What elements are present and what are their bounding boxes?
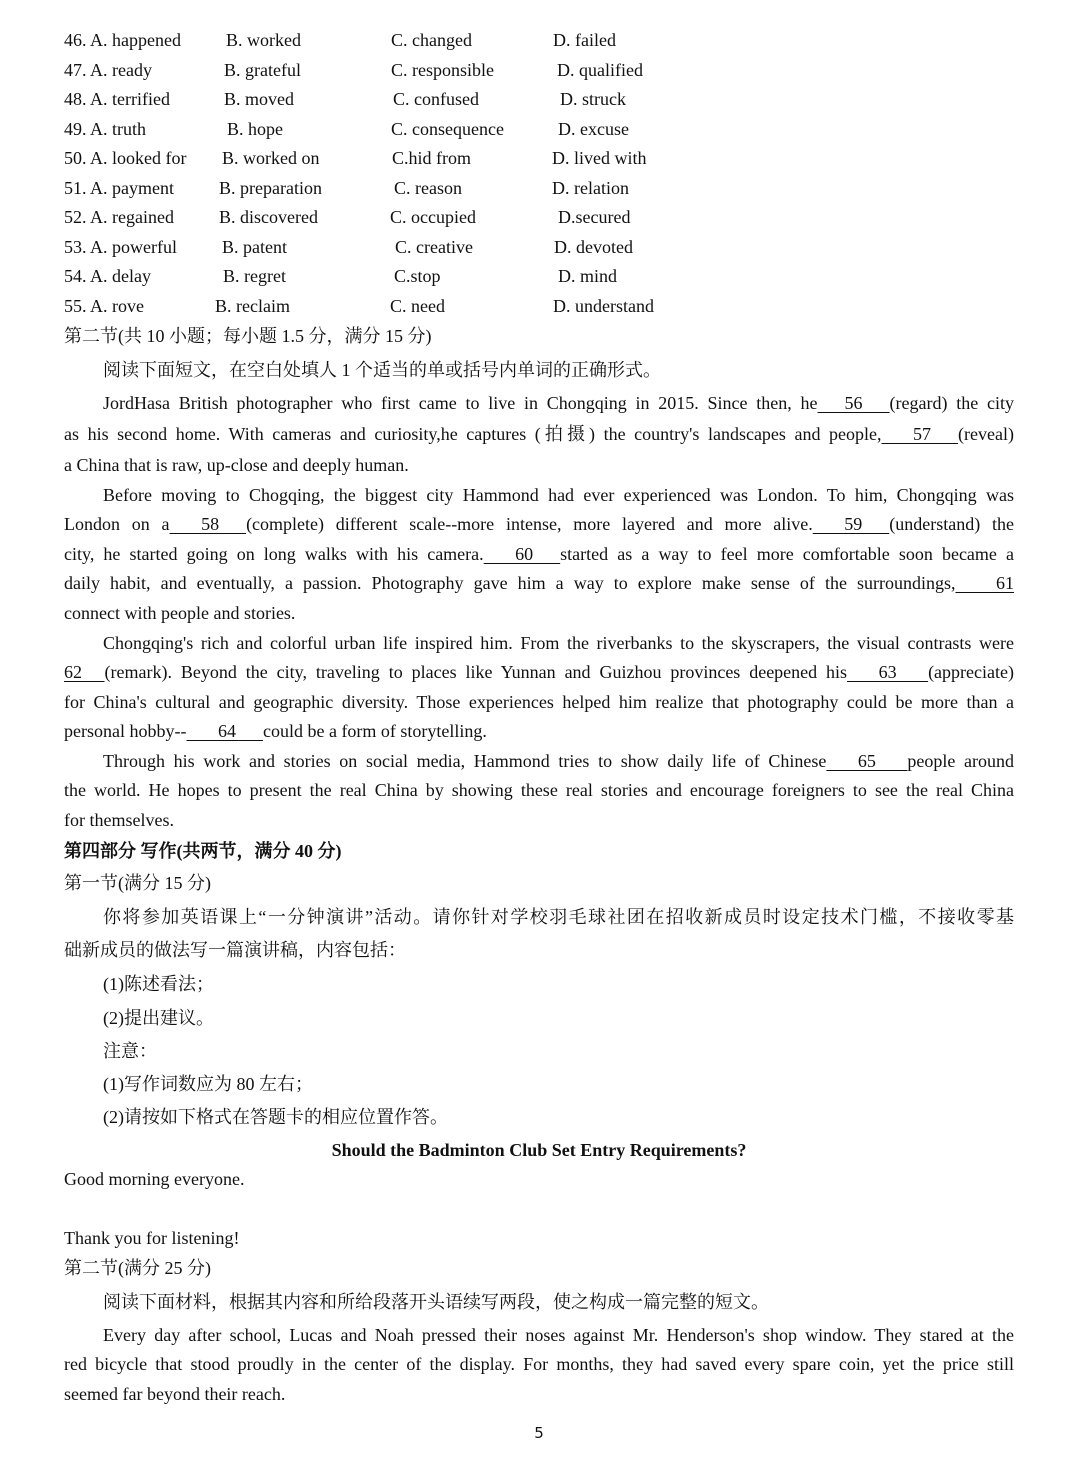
part-heading: 第四部分 写作(共两节，满分 40 分) xyxy=(64,841,342,861)
blank-57[interactable]: 57 xyxy=(881,424,959,444)
task-text: 础新成员的做法写一篇演讲稿，内容包括： xyxy=(64,940,406,960)
page-number: 5 xyxy=(534,1424,544,1442)
text: (understand) the xyxy=(889,514,1015,534)
option-b: B. hope xyxy=(227,119,283,139)
option-d: D. devoted xyxy=(554,237,633,257)
passage-line: for themselves. xyxy=(64,810,174,830)
option-a: 46. A. happened xyxy=(64,30,181,50)
note-item: (1)写作词数应为 80 左右； xyxy=(103,1074,313,1094)
option-d: D. excuse xyxy=(558,119,629,139)
option-b: B. patent xyxy=(222,237,287,257)
option-b: B. moved xyxy=(224,89,294,109)
passage-line: for China's cultural and geographic diversity. Those experiences helped him realize that photography could be more than a xyxy=(64,692,1014,712)
option-a: 53. A. powerful xyxy=(64,237,177,257)
task-text: 你将参加英语课上“一分钟演讲”活动。请你针对学校羽毛球社团在招收新成员时设定技术门槛，不接收零基 xyxy=(103,907,1014,927)
essay-title: Should the Badminton Club Set Entry Requirements? xyxy=(331,1140,747,1160)
option-b: B. preparation xyxy=(219,178,322,198)
passage-line: connect with people and stories. xyxy=(64,603,296,623)
option-c: C. occupied xyxy=(390,207,476,227)
option-d: D. mind xyxy=(558,266,618,286)
option-b: B. reclaim xyxy=(215,296,290,316)
option-a: 48. A. terrified xyxy=(64,89,170,109)
task-item: (2)提出建议。 xyxy=(103,1008,214,1028)
blank-63[interactable]: 63 xyxy=(847,662,929,682)
passage-line xyxy=(103,389,1014,417)
option-d: D. qualified xyxy=(557,60,643,80)
option-c: C. consequence xyxy=(391,119,504,139)
text: (complete) different scale--more intense, more layered and more alive. xyxy=(246,514,813,534)
section-heading: 第二节(共 10 小题；每小题 1.5 分，满分 15 分) xyxy=(64,326,432,346)
option-c: C. reason xyxy=(394,178,462,198)
text: daily habit, and eventually, a passion. Photography gave him a way to explore make sense of the surroundings, xyxy=(64,573,956,593)
option-a: 54. A. delay xyxy=(64,266,151,286)
passage-line xyxy=(64,420,1014,448)
option-b: B. discovered xyxy=(219,207,318,227)
option-c: C. confused xyxy=(393,89,479,109)
section-heading: 第二节(满分 25 分) xyxy=(64,1258,211,1278)
passage-line xyxy=(64,717,1014,745)
option-d: D. failed xyxy=(553,30,616,50)
blank-56[interactable]: 56 xyxy=(817,393,890,413)
option-d: D. understand xyxy=(553,296,654,316)
text: people around xyxy=(907,751,1015,771)
option-c: C. creative xyxy=(395,237,473,257)
text: (remark). Beyond the city, traveling to places like Yunnan and Guizhou provinces deepened his xyxy=(104,662,848,682)
option-c: C. responsible xyxy=(391,60,494,80)
passage-line: the world. He hopes to present the real China by showing these real stories and encourage foreigners to see the real China xyxy=(64,780,1014,800)
blank-60[interactable]: 60 xyxy=(483,544,561,564)
option-a: 49. A. truth xyxy=(64,119,147,139)
essay-closing: Thank you for listening! xyxy=(64,1228,240,1248)
section-instruction: 阅读下面短文，在空白处填人 1 个适当的单或括号内单词的正确形式。 xyxy=(103,360,661,380)
essay-greeting: Good morning everyone. xyxy=(64,1169,245,1189)
task-instruction: 阅读下面材料，根据其内容和所给段落开头语续写两段，使之构成一篇完整的短文。 xyxy=(103,1292,769,1312)
section-heading: 第一节(满分 15 分) xyxy=(64,873,211,893)
text: could be a form of storytelling. xyxy=(262,721,487,741)
text: JordHasa British photographer who first came to live in Chongqing in 2015. Since then, he xyxy=(103,393,818,413)
option-d: D.secured xyxy=(558,207,631,227)
blank-61[interactable]: 61 xyxy=(955,573,1014,593)
task-item: (1)陈述看法； xyxy=(103,974,214,994)
text: city, he started going on long walks with his camera. xyxy=(64,544,484,564)
option-b: B. worked on xyxy=(222,148,320,168)
option-d: D. struck xyxy=(560,89,626,109)
option-d: D. relation xyxy=(552,178,629,198)
option-d: D. lived with xyxy=(552,148,647,168)
note-label: 注意： xyxy=(103,1041,157,1061)
passage-line: Before moving to Chogqing, the biggest city Hammond had ever experienced was London. To him, Chongqing was xyxy=(103,485,1014,505)
passage-line xyxy=(64,569,1014,597)
story-line: seemed far beyond their reach. xyxy=(64,1384,286,1404)
option-a: 52. A. regained xyxy=(64,207,174,227)
option-a: 50. A. looked for xyxy=(64,148,187,168)
passage-line xyxy=(64,658,1014,686)
option-b: B. worked xyxy=(226,30,301,50)
text: Through his work and stories on social media, Hammond tries to show daily life of Chinese xyxy=(103,751,827,771)
option-a: 55. A. rove xyxy=(64,296,144,316)
option-c: C. need xyxy=(390,296,445,316)
text: (regard) the city xyxy=(889,393,1015,413)
blank-59[interactable]: 59 xyxy=(812,514,890,534)
passage-line: Chongqing's rich and colorful urban life inspired him. From the riverbanks to the skyscrapers, the visual contrasts were xyxy=(103,633,1014,653)
option-b: B. regret xyxy=(223,266,286,286)
story-line: red bicycle that stood proudly in the center of the display. For months, they had saved every spare coin, yet the price still xyxy=(64,1354,1014,1374)
text: personal hobby-- xyxy=(64,721,187,741)
text: London on a xyxy=(64,514,170,534)
passage-line xyxy=(103,747,1014,775)
story-line: Every day after school, Lucas and Noah pressed their noses against Mr. Henderson's shop window. They stared at the xyxy=(103,1325,1014,1345)
text: as his second home. With cameras and curiosity,he captures (拍摄) the country's landscapes and people, xyxy=(64,424,882,444)
passage-line: a China that is raw, up-close and deeply human. xyxy=(64,455,409,475)
option-c: C.stop xyxy=(394,266,441,286)
blank-62[interactable]: 62 xyxy=(64,662,105,682)
text: started as a way to feel more comfortable soon became a xyxy=(560,544,1015,564)
blank-65[interactable]: 65 xyxy=(826,751,908,771)
option-b: B. grateful xyxy=(224,60,301,80)
passage-line xyxy=(64,540,1014,568)
passage-line xyxy=(64,510,1014,538)
option-a: 47. A. ready xyxy=(64,60,152,80)
blank-58[interactable]: 58 xyxy=(169,514,247,534)
text: (reveal) xyxy=(958,424,1014,444)
option-c: C.hid from xyxy=(392,148,471,168)
blank-64[interactable]: 64 xyxy=(186,721,263,741)
text: (appreciate) xyxy=(928,662,1014,682)
option-c: C. changed xyxy=(391,30,472,50)
note-item: (2)请按如下格式在答题卡的相应位置作答。 xyxy=(103,1107,448,1127)
option-a: 51. A. payment xyxy=(64,178,174,198)
